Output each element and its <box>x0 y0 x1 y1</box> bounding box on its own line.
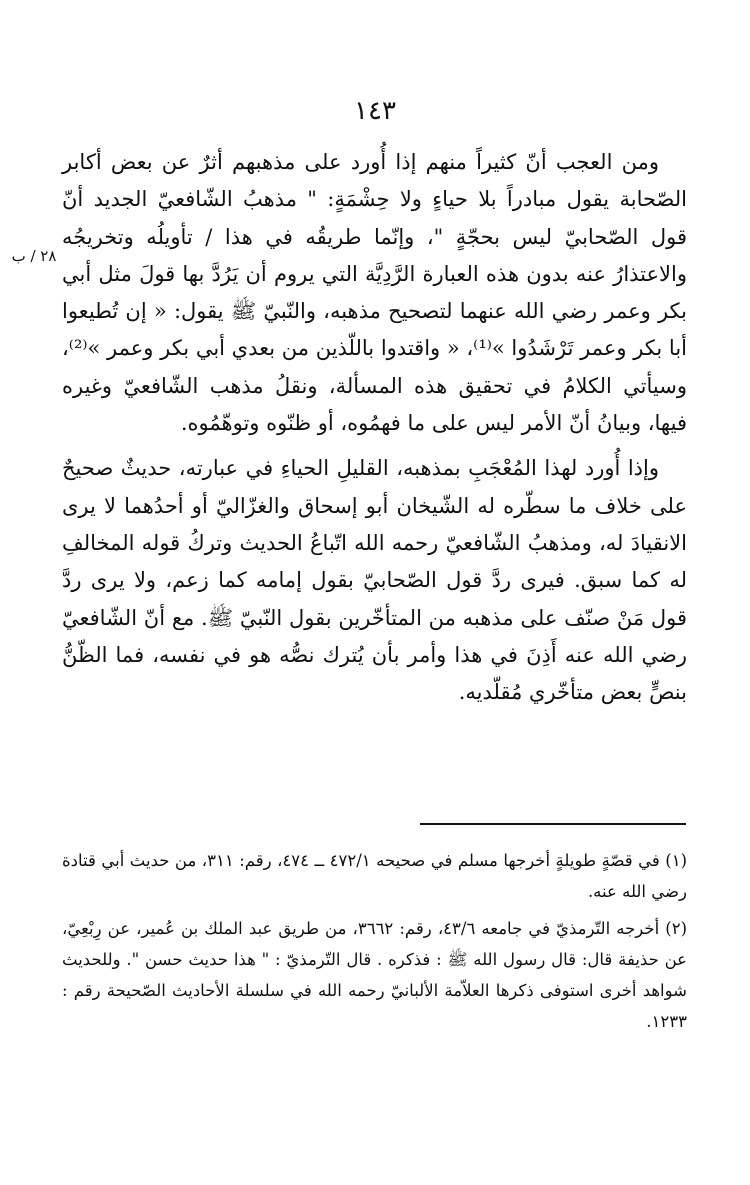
main-text <box>62 144 687 711</box>
manuscript-folio-marker: ٢٨ / ب <box>11 247 57 265</box>
paragraph-1: ومن العجب أنّ كثيراً منهم إذا أُورد على مذهبهم أثرٌ عن بعض أكابر الصّحابة يقول مبادراً بلا حياءٍ ولا حِشْمَةٍ: " مذهبُ الشّافعيّ الجديد أنّ قول الصّحابيّ ليس بحجّةٍ "، وإنّما طريقُه في هذا / تأويلُه وتخريجُه والاعتذارُ عنه بدون هذه العبارة الرَّدِيَّة التي يروم أن يَرُدَّ بها قولَ مثل أبي بكر وعمر رضي الله عنهما لتصحيح مذهبه، والنّبيّ ﷺ يقول: « إن تُطيعوا أبا بكر وعمر تَرْشَدُوا »⁽¹⁾، « واقتدوا باللّذين من بعدي أبي بكر وعمر »⁽²⁾، وسيأتي الكلامُ في تحقيق هذه المسألة، ونقلُ مذهب الشّافعيّ وغيره فيها، وبيانُ أنّ الأمر ليس على ما فهمُوه، أو ظنّوه وتوهّمُوه. <box>62 150 687 436</box>
footnote-separator <box>420 823 686 825</box>
paragraph-2: وإذا أُورد لهذا المُعْجَبِ بمذهبه، القليلِ الحياءِ في عبارته، حديثٌ صحيحٌ على خلاف ما سطّره له الشّيخان أبو إسحاق والغزّاليّ أو أحدُهما لا يرى الانقيادَ له، ومذهبُ الشّافعيّ رحمه الله اتّباعُ الحديث وتركُ قوله المخالفِ له كما سبق. فيرى ردَّ قول الصّحابيّ بقول إمامه كما زعم، ولا يرى ردَّ قول مَنْ صنّف على مذهبه من المتأخّرين بقول النّبيّ ﷺ. مع أنّ الشّافعيّ رضي الله عنه أَذِنَ في هذا وأمر بأن يُترك نصُّه هو في نفسه، فما الظّنُّ بنصٍّ بعض متأخّري مُقلّديه. <box>62 456 687 705</box>
footnote-1: (١) في قصّةٍ طويلةٍ أخرجها مسلم في صحيحه ٤٧٢/١ ــ ٤٧٤، رقم: ٣١١، من حديث أبي قتادة رضي الله عنه. <box>62 851 687 901</box>
page-number: ١٤٣ <box>354 96 396 126</box>
footnotes <box>62 845 687 1037</box>
footnote-2: (٢) أخرجه التّرمذيّ في جامعه ٤٣/٦، رقم: ٣٦٦٢، من طريق عبد الملك بن عُمير، عن رِبْعِيّ، عن حذيفة قال: قال رسول الله ﷺ : فذكره . قال التّرمذيّ : " هذا حديث حسن ". وللحديث شواهد أخرى استوفى ذكرها العلاّمة الألبانيّ رحمه الله في سلسلة الأحاديث الصّحيحة رقم : ١٢٣٣. <box>62 919 687 1031</box>
